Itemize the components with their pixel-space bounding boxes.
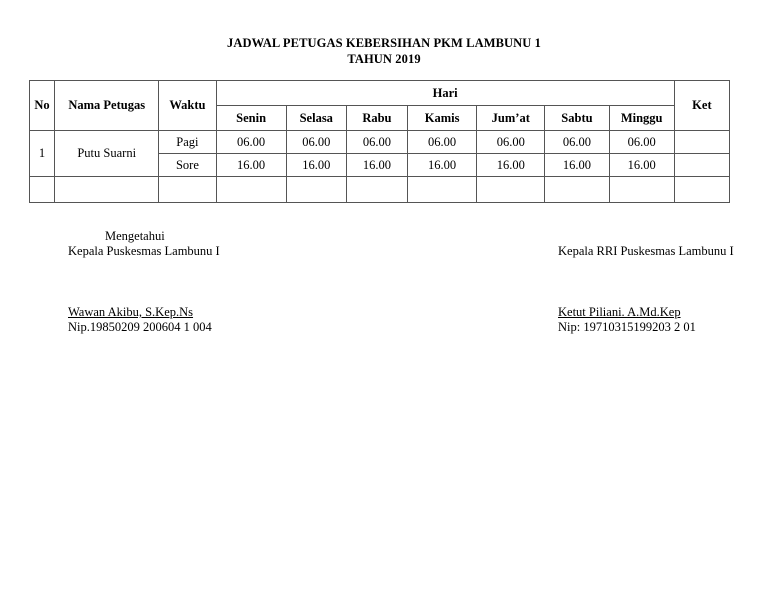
cell-waktu: Sore (159, 154, 216, 177)
empty-cell (609, 177, 674, 203)
signature-left-position: Kepala Puskesmas Lambunu I (68, 244, 220, 258)
empty-cell (477, 177, 545, 203)
document-title: JADWAL PETUGAS KEBERSIHAN PKM LAMBUNU 1 (226, 36, 541, 50)
cell-no: 1 (30, 131, 55, 177)
header-day: Sabtu (545, 106, 609, 131)
cell-time: 16.00 (477, 154, 545, 177)
signature-left-mengetahui: Mengetahui (105, 229, 165, 243)
cell-nama-petugas: Putu Suarni (55, 131, 159, 177)
cell-time: 06.00 (286, 131, 346, 154)
cell-time: 16.00 (545, 154, 609, 177)
header-row (30, 81, 730, 106)
empty-cell (545, 177, 609, 203)
header-day: Selasa (286, 106, 346, 131)
header-nama-petugas: Nama Petugas (55, 81, 159, 131)
empty-cell (346, 177, 407, 203)
header-no: No (30, 81, 55, 131)
signature-right-name: Ketut Piliani. A.Md.Kep (558, 305, 681, 319)
cell-time: 16.00 (408, 154, 477, 177)
header-hari: Hari (216, 81, 674, 106)
empty-cell (55, 177, 159, 203)
document-year: TAHUN 2019 (347, 52, 421, 66)
header-day: Rabu (346, 106, 407, 131)
cell-ket (674, 131, 729, 154)
signature-left-nip: Nip.19850209 200604 1 004 (68, 320, 212, 334)
empty-cell (674, 177, 729, 203)
cell-time: 06.00 (609, 131, 674, 154)
cell-time: 06.00 (346, 131, 407, 154)
empty-cell (286, 177, 346, 203)
cell-time: 06.00 (216, 131, 286, 154)
empty-cell (216, 177, 286, 203)
cell-waktu: Pagi (159, 131, 216, 154)
header-day: Minggu (609, 106, 674, 131)
header-ket: Ket (674, 81, 729, 131)
cell-time: 06.00 (545, 131, 609, 154)
signature-right-nip: Nip: 19710315199203 2 01 (558, 320, 696, 334)
schedule-table (29, 80, 730, 203)
empty-row (30, 177, 730, 203)
cell-time: 16.00 (216, 154, 286, 177)
signature-left-name: Wawan Akibu, S.Kep.Ns (68, 305, 194, 319)
cell-time: 16.00 (346, 154, 407, 177)
header-day: Senin (216, 106, 286, 131)
empty-cell (408, 177, 477, 203)
header-waktu: Waktu (159, 81, 216, 131)
cell-time: 16.00 (286, 154, 346, 177)
header-day: Kamis (408, 106, 477, 131)
cell-ket (674, 154, 729, 177)
cell-time: 06.00 (477, 131, 545, 154)
signature-right-position: Kepala RRI Puskesmas Lambunu I (558, 244, 734, 258)
table-row (30, 131, 730, 154)
cell-time: 06.00 (408, 131, 477, 154)
cell-time: 16.00 (609, 154, 674, 177)
empty-cell (30, 177, 55, 203)
header-day: Jum’at (477, 106, 545, 131)
empty-cell (159, 177, 216, 203)
